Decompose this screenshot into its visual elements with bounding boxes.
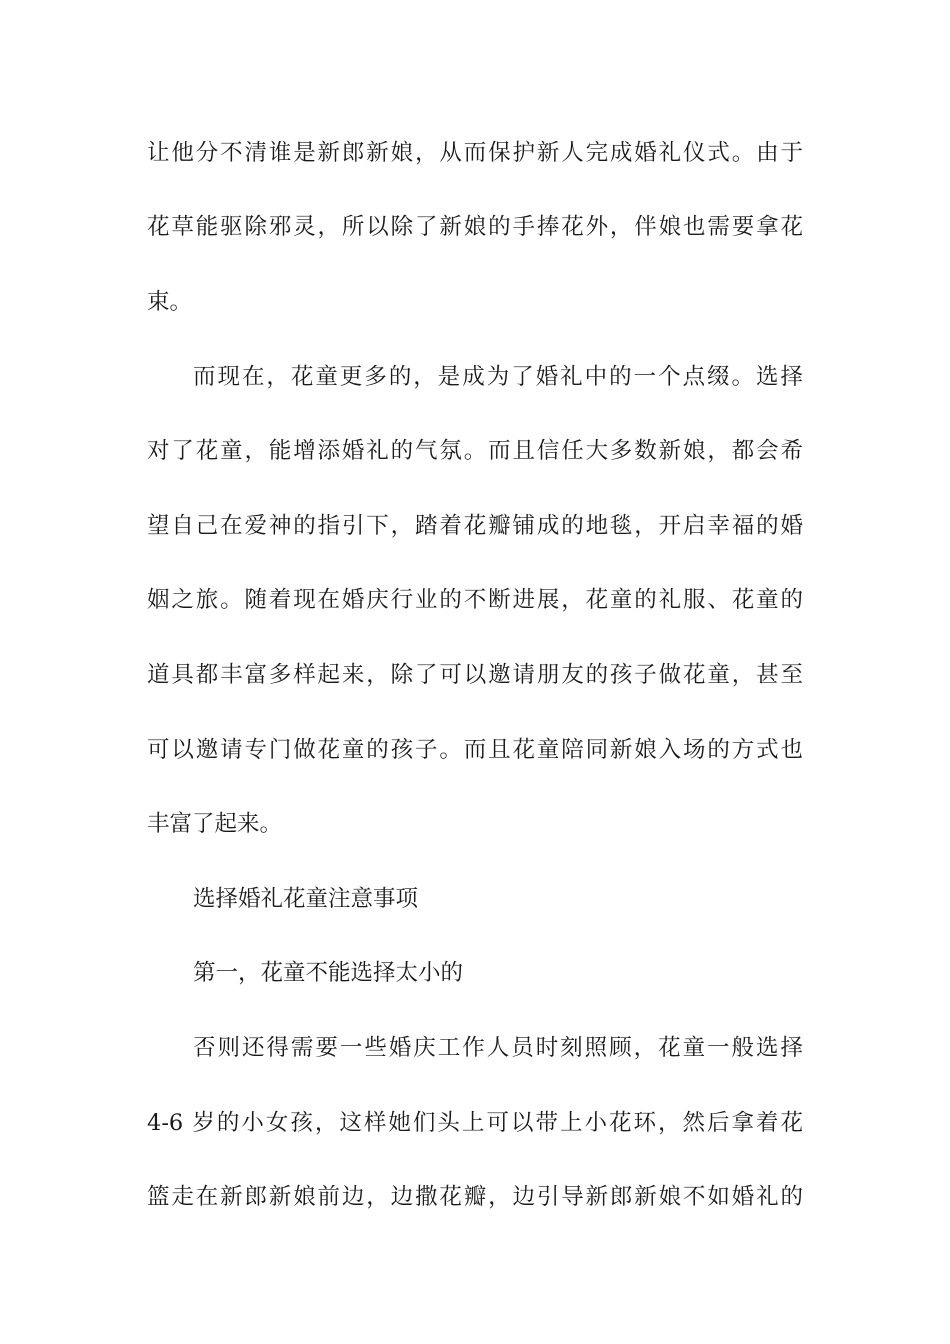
text-line-2: 花草能驱除邪灵，所以除了新娘的手捧花外，伴娘也需要拿花 (147, 214, 803, 240)
text-line-8: 道具都丰富多样起来，除了可以邀请朋友的孩子做花童，甚至 (147, 662, 803, 688)
text-line-1: 让他分不清谁是新郎新娘，从而保护新人完成婚礼仪式。由于 (147, 140, 803, 166)
text-line-5: 对了花童，能增添婚礼的气氛。而且信任大多数新娘，都会希 (147, 438, 803, 464)
text-line-10: 丰富了起来。 (147, 811, 283, 837)
text-line-7: 姻之旅。随着现在婚庆行业的不断进展，花童的礼服、花童的 (147, 587, 803, 613)
section-heading: 选择婚礼花童注意事项 (193, 886, 419, 912)
text-line-6: 望自己在爱神的指引下，踏着花瓣铺成的地毯，开启幸福的婚 (147, 513, 803, 539)
subheading-first: 第一，花童不能选择太小的 (193, 960, 464, 986)
text-line-13: 否则还得需要一些婚庆工作人员时刻照顾，花童一般选择 (193, 1035, 803, 1061)
text-line-4: 而现在，花童更多的，是成为了婚礼中的一个点缀。选择 (193, 364, 803, 390)
text-line-14: 4-6 岁的小女孩，这样她们头上可以带上小花环，然后拿着花 (147, 1110, 803, 1136)
text-line-15: 篮走在新郎新娘前边，边撒花瓣，边引导新郎新娘不如婚礼的 (147, 1184, 803, 1210)
text-line-3: 束。 (147, 289, 193, 315)
text-line-9: 可以邀请专门做花童的孩子。而且花童陪同新娘入场的方式也 (147, 737, 803, 763)
